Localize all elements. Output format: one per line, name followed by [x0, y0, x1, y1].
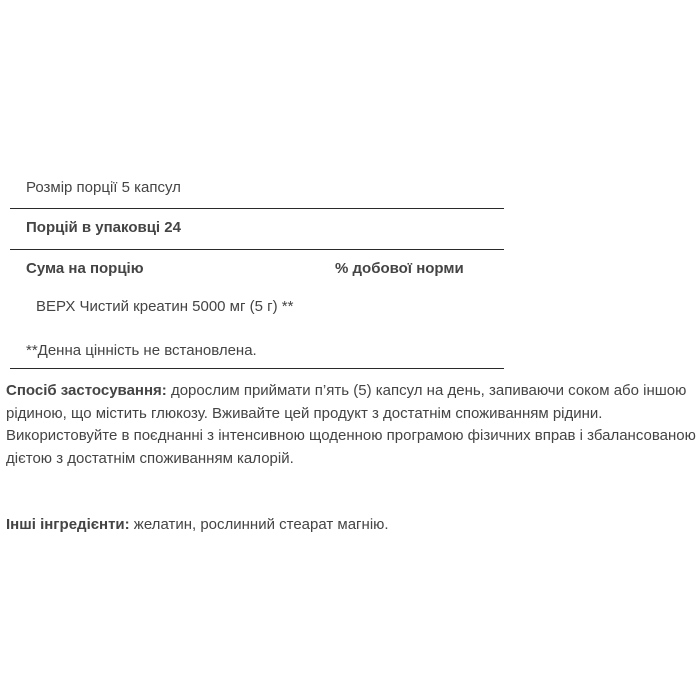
- usage-paragraph: [6, 380, 696, 470]
- other-ingredients-label: Інші інгредієнти:: [6, 516, 130, 533]
- servings-per-container-text: Порцій в упаковці 24: [26, 219, 181, 236]
- ingredient-line: ВЕРХ Чистий креатин 5000 мг (5 г) **: [36, 298, 294, 315]
- daily-value-header: % добової норми: [335, 260, 464, 277]
- usage-text: дорослим приймати п’ять (5) капсул на день, запиваючи соком або іншою рідиною, що містить глюкозу. Вживайте цей продукт з достатнім споживанням рідини. Використовуйте в поєднанні з інтенсивною щоденною програмою фізичних вправ і збалансованою дієтою з достатнім споживанням калорій.: [6, 382, 696, 467]
- amount-per-serving-header: Сума на порцію: [26, 260, 144, 277]
- supplement-facts-table: [10, 168, 504, 369]
- usage-label: Спосіб застосування:: [6, 382, 167, 399]
- other-ingredients-paragraph: [6, 514, 696, 537]
- serving-size-text: Розмір порції 5 капсул: [26, 179, 181, 196]
- daily-value-footnote: **Денна цінність не встановлена.: [26, 342, 257, 359]
- other-ingredients-text: желатин, рослинний стеарат магнію.: [129, 516, 389, 533]
